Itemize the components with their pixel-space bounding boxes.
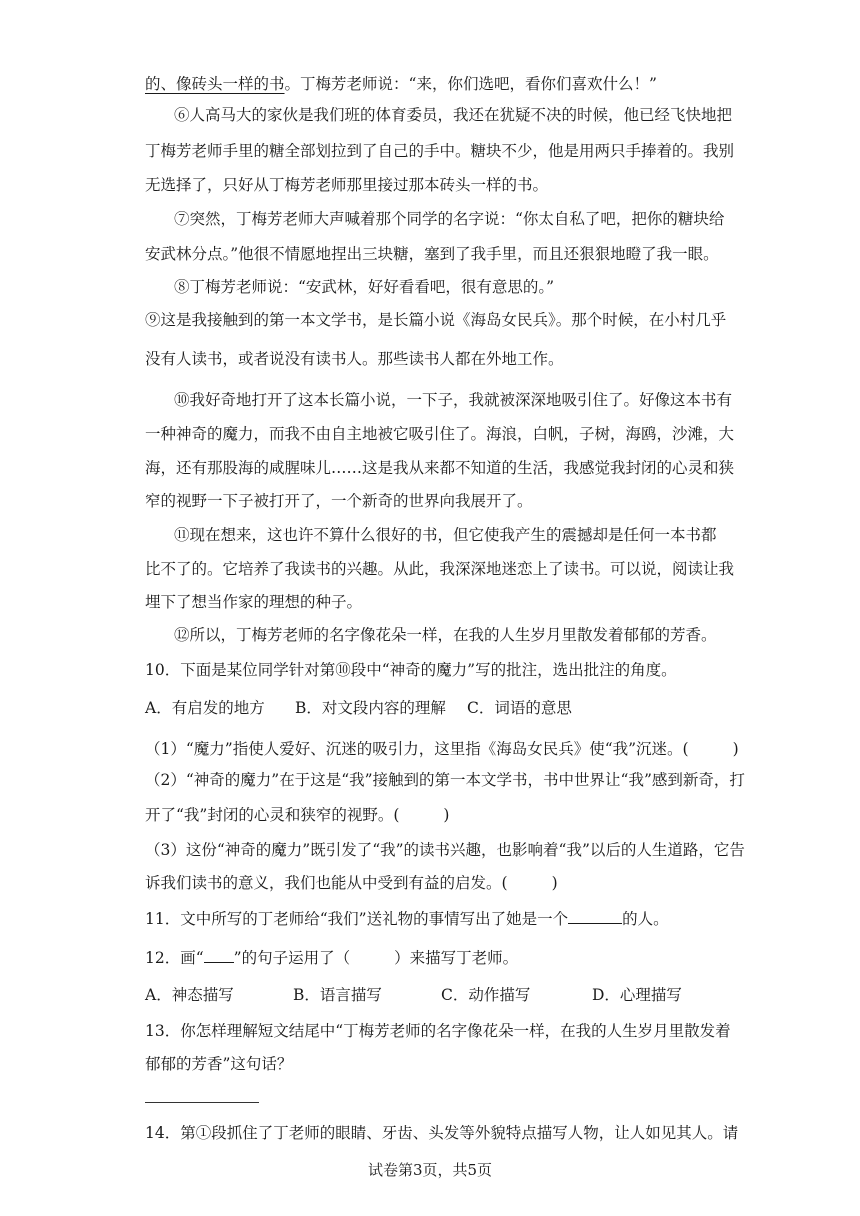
p10-line-4: 窄的视野一下子被打开了，一个新奇的世界向我展开了。 <box>145 492 533 510</box>
underline-marker <box>204 946 234 963</box>
page-footer: 试卷第3页，共5页 <box>367 1161 493 1179</box>
q10-option-a[interactable]: A．有启发的地方 <box>145 699 265 717</box>
q12-options <box>145 985 682 1005</box>
q10-options <box>145 698 572 718</box>
p10-line-1: ⑩我好奇地打开了这本长篇小说，一下子，我就被深深地吸引住了。好像这本书有 <box>174 391 733 409</box>
q14-line-1: 14．第①段抓住了丁老师的眼睛、牙齿、头发等外貌特点描写人物，让人如见其人。请 <box>145 1124 739 1142</box>
q10-item-2-line-2: 开了“我”封闭的心灵和狭窄的视野。( ) <box>145 806 450 824</box>
q13-line-2: 郁郁的芳香”这句话？ <box>145 1055 293 1073</box>
p11-line-3: 埋下了想当作家的理想的种子。 <box>145 593 363 611</box>
q10-item-3-line-2: 诉我们读书的意义，我们也能从中受到有益的启发。( ) <box>145 874 558 892</box>
p9-line-1: ⑨这是我接触到的第一本文学书，是长篇小说《海岛女民兵》。那个时候，在小村几乎 <box>145 311 727 329</box>
p6-line-3: 无选择了，只好从丁梅芳老师那里接过那本砖头一样的书。 <box>145 176 549 194</box>
q10-item-1: （1）“魔力”指使人爱好、沉迷的吸引力，这里指《海岛女民兵》使“我”沉迷。( ) <box>145 740 739 758</box>
q10-item-2-line-1: （2）“神奇的魔力”在于这是“我”接触到的第一本文学书，书中世界让“我”感到新奇，打 <box>145 771 745 789</box>
underlined-sentence-tail: 的、像砖头一样的书 <box>145 75 285 93</box>
q12-option-c[interactable]: C．动作描写 <box>441 986 531 1004</box>
q12-option-b[interactable]: B．语言描写 <box>293 986 382 1004</box>
q10-item-3-line-1: （3）这份“神奇的魔力”既引发了“我”的读书兴趣，也影响着“我”以后的人生道路，它告 <box>145 841 745 859</box>
p11-line-2: 比不了的。它培养了我读书的兴趣。从此，我深深地迷恋上了读书。可以说，阅读让我 <box>145 560 735 578</box>
q10-option-b[interactable]: B．对文段内容的理解 <box>295 699 446 717</box>
p9-line-2: 没有人读书，或者说没有读书人。那些读书人都在外地工作。 <box>145 350 564 368</box>
q12-option-d[interactable]: D．心理描写 <box>592 986 682 1004</box>
p6-line-1: ⑥人高马大的家伙是我们班的体育委员，我还在犹疑不决的时候，他已经飞快地把 <box>174 106 733 124</box>
p10-line-2: 一种神奇的魔力，而我不由自主地被它吸引住了。海浪，白帆，子树，海鸥，沙滩，大 <box>145 425 735 443</box>
q10-option-c[interactable]: C．词语的意思 <box>467 699 572 717</box>
p5-tail: 的、像砖头一样的书。丁梅芳老师说：“来，你们选吧，看你们喜欢什么！” <box>145 75 657 93</box>
p7-line-1: ⑦突然，丁梅芳老师大声喊着那个同学的名字说：“你太自私了吧，把你的糖块给 <box>174 210 725 228</box>
q11: 11．文中所写的丁老师给“我们”送礼物的事情写出了她是一个 的人。 <box>145 907 669 929</box>
q12-option-a[interactable]: A．神态描写 <box>145 986 234 1004</box>
p10-line-3: 海，还有那股海的咸腥味儿……这是我从来都不知道的生活，我感觉我封闭的心灵和狭 <box>145 459 735 477</box>
p6-line-2: 丁梅芳老师手里的糖全部划拉到了自己的手中。糖块不少，他是用两只手捧着的。我别 <box>145 142 735 160</box>
q13-line-1: 13．你怎样理解短文结尾中“丁梅芳老师的名字像花朵一样，在我的人生岁月里散发着 <box>145 1022 731 1040</box>
answer-blank[interactable] <box>399 804 443 820</box>
p8-line-1: ⑧丁梅芳老师说：“安武林，好好看看吧，很有意思的。” <box>174 278 555 296</box>
p7-line-2: 安武林分点。”他很不情愿地捏出三块糖，塞到了我手里，而且还狠狠地瞪了我一眼。 <box>145 245 719 263</box>
p12-line-1: ⑫所以，丁梅芳老师的名字像花朵一样，在我的人生岁月里散发着郁郁的芳香。 <box>174 626 717 644</box>
answer-blank[interactable] <box>508 872 552 888</box>
q13-answer-line[interactable] <box>145 1102 259 1103</box>
q11-answer-blank[interactable] <box>568 907 622 924</box>
q10-stem: 10．下面是某位同学针对第⑩段中“神奇的魔力”写的批注，选出批注的角度。 <box>145 661 677 679</box>
p11-line-1: ⑪现在想来，这也许不算什么很好的书，但它使我产生的震撼却是任何一本书都 <box>174 526 717 544</box>
answer-blank[interactable] <box>689 738 733 754</box>
q12: 12．画“ ”的句子运用了（ ）来描写丁老师。 <box>145 946 518 968</box>
